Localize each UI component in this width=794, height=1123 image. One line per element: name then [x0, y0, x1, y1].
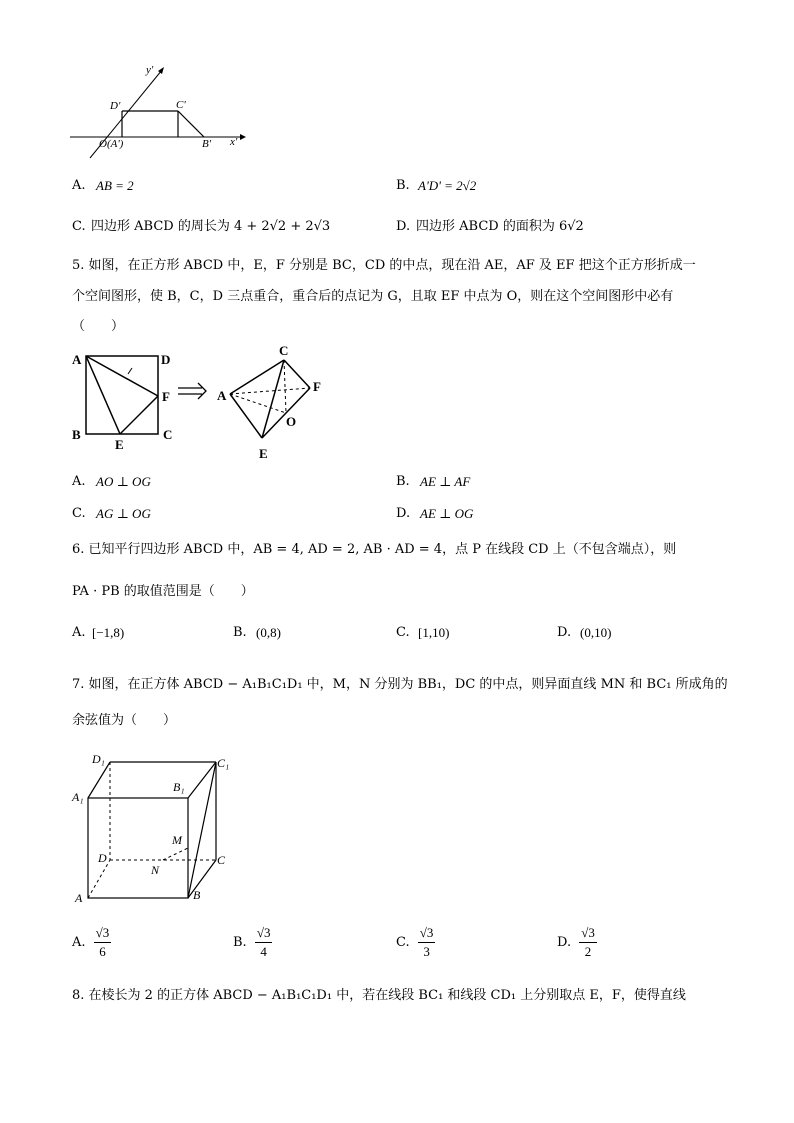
q8-stem-line-1: 8. 在棱长为 2 的正方体 ABCD − A₁B₁C₁D₁ 中，若在线段 BC₁ 和线段 CD₁ 上分别取点 E，F，使得直线 — [72, 988, 686, 1003]
fold-line-ae — [86, 356, 120, 434]
tetra-label-c: C — [279, 343, 289, 358]
q5-stem-line-3: （ ） — [72, 319, 125, 334]
square-label-b: B — [72, 427, 81, 442]
q7-option-c — [396, 924, 435, 961]
point-d-label: D' — [110, 100, 121, 112]
q7-option-d-numerator: √3 — [579, 924, 597, 943]
tick-mark — [128, 368, 132, 374]
edge-c-f — [284, 360, 310, 388]
q7-option-b — [233, 924, 272, 961]
cube-figure — [66, 748, 246, 908]
q5-stem-line-1: 5. 如图，在正方形 ABCD 中，E，F 分别是 BC，CD 的中点，现在沿 AE，AF 及 EF 把这个正方形折成一 — [72, 258, 696, 273]
q4-option-d-letter: D. — [396, 219, 411, 234]
edge-a-o-hidden — [230, 394, 286, 413]
cube-label-b1: B₁ — [173, 780, 185, 794]
q6-stem-line-1: 6. 已知平行四边形 ABCD 中，AB = 4, AD = 2, AB · AD = 4，点 P 在线段 CD 上（不包含端点），则 — [72, 542, 677, 557]
square-label-e: E — [115, 437, 124, 452]
q7-stem-line-2: 余弦值为（ ） — [72, 713, 177, 728]
tetra-label-a: A — [217, 388, 227, 403]
fold-line-af — [86, 356, 158, 396]
q7-option-a — [72, 924, 111, 961]
q7-option-b-numerator: √3 — [255, 924, 273, 943]
x-axis-arrow-icon — [240, 134, 246, 140]
q4-option-b-letter: B. — [396, 178, 410, 193]
edge-a-e — [230, 394, 262, 438]
folding-square-figure — [66, 348, 336, 466]
q6-option-b-letter: B. — [233, 625, 247, 640]
cube-label-a: A — [75, 891, 83, 905]
q4-option-a-letter: A. — [72, 178, 86, 193]
q5-option-d-letter: D. — [396, 506, 411, 521]
tetra-label-e: E — [259, 446, 268, 461]
q7-option-d — [557, 924, 597, 961]
q5-stem-line-2: 个空间图形，使 B，C，D 三点重合，重合后的点记为 G，且取 EF 中点为 O，则在这个空间图形中必有 — [72, 289, 674, 304]
q7-option-a-numerator: √3 — [94, 924, 112, 943]
q5-option-b-letter: B. — [396, 474, 410, 489]
q6-option-b: (0,8) — [256, 625, 281, 640]
square-label-f: F — [162, 389, 170, 404]
q7-option-b-denominator: 4 — [260, 944, 267, 959]
cube-label-n: N — [151, 863, 160, 877]
fold-line-ef — [120, 396, 158, 434]
x-axis-label: x' — [230, 136, 238, 148]
tetra-label-o: O — [286, 414, 297, 429]
q6-option-c-letter: C. — [396, 625, 410, 640]
q4-option-b: A'D' = 2√2 — [418, 178, 477, 193]
q7-option-c-numerator: √3 — [418, 924, 436, 943]
q4-option-a: AB = 2 — [96, 178, 134, 193]
q5-option-b: AE ⊥ AF — [420, 474, 471, 489]
cube-label-c: C — [217, 853, 226, 867]
q4-option-c: 四边形 ABCD 的周长为 4 + 2√2 + 2√3 — [91, 219, 331, 234]
edge-a-f-hidden — [230, 388, 310, 394]
q6-option-a-letter: A. — [72, 625, 86, 640]
tetra-label-f: F — [313, 379, 321, 394]
cube-label-m: M — [172, 833, 182, 847]
q7-option-b-letter: B. — [233, 935, 247, 950]
implies-arrow-icon — [198, 383, 206, 399]
q7-option-a-letter: A. — [72, 935, 86, 950]
point-o-label: O(A') — [99, 138, 124, 150]
square-abcd — [86, 356, 158, 434]
cube-label-a1: A₁ — [72, 790, 84, 804]
segment-c-b — [178, 111, 204, 137]
q4-option-c-letter: C. — [72, 219, 86, 234]
point-c-label: C' — [176, 99, 186, 111]
oblique-drawing-figure — [66, 62, 256, 162]
edge-c-o-hidden — [284, 360, 286, 413]
q6-stem-line-2: PA · PB 的取值范围是（ ） — [72, 584, 254, 599]
front-face-aa1b1b — [88, 798, 188, 898]
q4-option-d: 四边形 ABCD 的面积为 6√2 — [416, 219, 584, 234]
q6-option-a: [−1,8) — [92, 625, 125, 640]
q6-option-d: (0,10) — [580, 625, 612, 640]
q7-option-a-denominator: 6 — [99, 944, 106, 959]
q7-option-d-letter: D. — [557, 935, 572, 950]
cube-label-d1: D₁ — [92, 752, 105, 766]
q5-option-a-letter: A. — [72, 474, 86, 489]
q6-option-d-letter: D. — [557, 625, 572, 640]
q5-option-d: AE ⊥ OG — [420, 506, 474, 521]
square-label-d: D — [161, 352, 171, 367]
square-label-a: A — [72, 352, 82, 367]
y-axis-label: y' — [146, 64, 154, 76]
q6-option-c: [1,10) — [418, 625, 450, 640]
y-axis-arrow-icon — [158, 67, 164, 74]
segment-mn-hidden — [163, 848, 188, 860]
point-b-label: B' — [202, 138, 212, 150]
diagonal-bc1 — [188, 762, 216, 898]
q7-option-d-denominator: 2 — [584, 944, 592, 959]
q5-option-c-letter: C. — [72, 506, 86, 521]
cube-label-c1: C₁ — [217, 756, 230, 770]
cube-label-b: B — [193, 888, 201, 902]
square-label-c: C — [163, 427, 173, 442]
cube-label-d: D — [98, 851, 107, 865]
q5-option-a: AO ⊥ OG — [96, 474, 151, 489]
q7-option-c-letter: C. — [396, 935, 410, 950]
q7-option-c-denominator: 3 — [423, 944, 430, 959]
q5-option-c: AG ⊥ OG — [96, 506, 151, 521]
edge-a1-d1 — [88, 762, 110, 798]
q7-stem-line-1: 7. 如图，在正方体 ABCD − A₁B₁C₁D₁ 中，M，N 分别为 BB₁，DC 的中点，则异面直线 MN 和 BC₁ 所成角的 — [72, 677, 728, 692]
